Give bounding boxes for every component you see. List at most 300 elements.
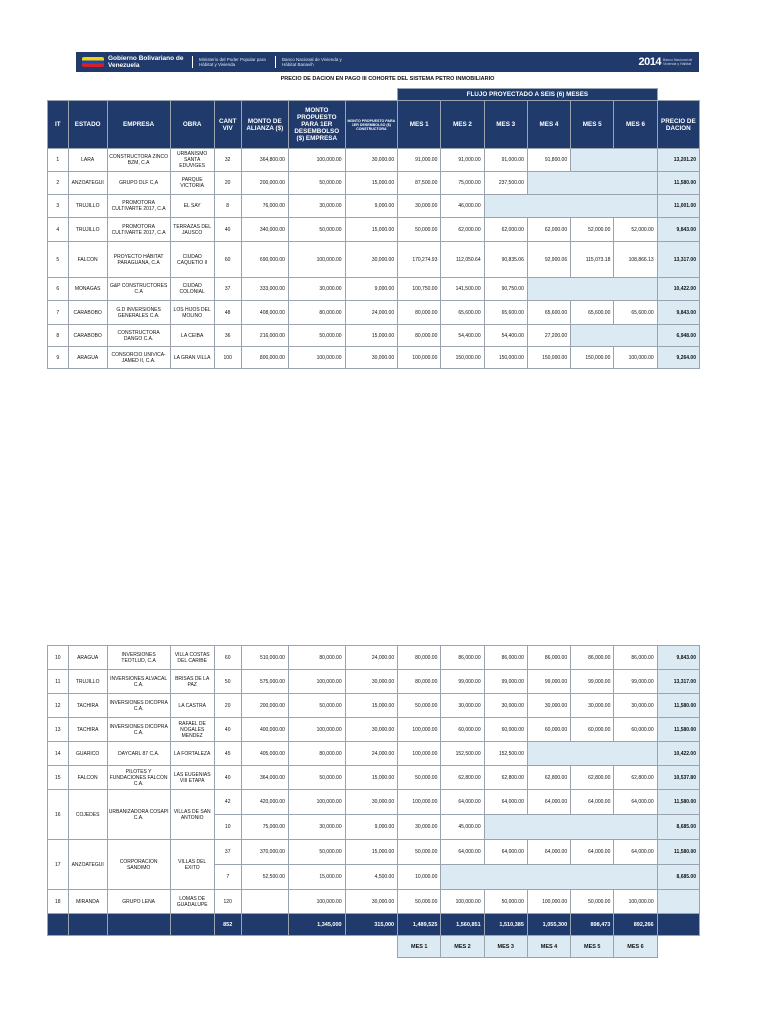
cell-mes4: 150,000.00 [527,347,570,369]
cell-it: 17 [48,840,69,890]
venezuela-flag-icon [82,57,104,67]
cell-precio [657,890,699,914]
table-row [48,242,700,278]
cell-precio: 9,264.00 [657,347,699,369]
cell-obra: CIUDAD COLONIAL [170,278,214,301]
cell-mes2: 91,000.00 [441,149,484,172]
cell-obra: CIUDAD CAQUETIO II [170,242,214,278]
table-row [48,149,700,172]
cell-obra: LA CASTRA [170,694,214,718]
cell-empty-months [484,195,657,218]
cell-mes3: 60,000.00 [484,718,527,742]
cell-monto-propuesto: 80,000.00 [288,646,345,670]
cell-cant-viv: 42 [214,790,241,815]
total-cant-viv: 852 [214,914,241,936]
total-blank [68,914,107,936]
cell-monto-propuesto: 30,000.00 [288,195,345,218]
table-row [48,742,700,766]
cell-obra: TERRAZAS DEL JAUSCO [170,218,214,242]
cell-estado: MONAGAS [68,278,107,301]
cell-mes1: 10,000.00 [398,865,441,890]
cell-obra: BRISAS DE LA PAZ [170,670,214,694]
cell-mes2: 86,000.00 [441,646,484,670]
col-monto-alianza: MONTO DE ALIANZA ($) [241,101,288,149]
cell-monto-alianza [241,890,288,914]
cell-precio: 11,001.00 [657,195,699,218]
total-mes3: 1,510,385 [484,914,527,936]
cell-monto-propuesto: 50,000.00 [288,694,345,718]
cell-obra: PARQUE VICTORIA [170,172,214,195]
cell-mes1: 50,000.00 [398,890,441,914]
cell-cant-viv: 48 [214,301,241,325]
bottom-table-body [48,646,700,958]
cell-monto-alianza: 370,000.00 [241,840,288,865]
cell-mes1: 50,000.00 [398,840,441,865]
total-blank [107,914,170,936]
cell-it: 14 [48,742,69,766]
cell-mes4: 99,000.00 [527,670,570,694]
cell-mes4: 65,600.00 [527,301,570,325]
cell-precio: 11,580.00 [657,172,699,195]
table-row [48,646,700,670]
cell-empresa: GRUPO LENA [107,890,170,914]
cell-cant-viv: 50 [214,670,241,694]
cell-estado: TACHIRA [68,718,107,742]
cell-cant-viv: 45 [214,742,241,766]
cell-it: 2 [48,172,69,195]
cell-mes3: 99,000.00 [484,670,527,694]
cell-mes6: 30,000.00 [614,694,657,718]
cell-monto-constructora: 4,500.00 [345,865,398,890]
cell-estado: TACHIRA [68,694,107,718]
cell-empresa: URBANIZADORA COSAPI C.A. [107,790,170,840]
cell-mes6: 64,000.00 [614,840,657,865]
cell-empresa: INVERSIONES DICOPRA C.A. [107,718,170,742]
cell-precio: 9,843.00 [657,301,699,325]
cell-cant-viv: 60 [214,242,241,278]
cell-monto-constructora: 30,000.00 [345,242,398,278]
cell-cant-viv: 37 [214,840,241,865]
cell-monto-alianza: 364,000.00 [241,766,288,790]
cell-mes1: 50,000.00 [398,694,441,718]
anniversary-logo [639,56,693,68]
cell-empresa: INVERSIONES TEOTLUD, C.A [107,646,170,670]
cell-mes3: 90,750.00 [484,278,527,301]
cell-monto-propuesto: 100,000.00 [288,347,345,369]
cell-precio: 6,948.00 [657,325,699,347]
cell-mes6: 99,000.00 [614,670,657,694]
table-row [48,218,700,242]
cell-cant-viv: 32 [214,149,241,172]
cell-monto-constructora: 30,000.00 [345,890,398,914]
cell-empresa: DAYCARL 87 C.A. [107,742,170,766]
col-monto-constructora: MONTO PROPUESTO PARA 1ER DESEMBOLSO ($) CONSTRUCTORA [345,101,398,149]
cell-estado: TRUJILLO [68,218,107,242]
cell-monto-propuesto: 100,000.00 [288,242,345,278]
cell-monto-constructora: 30,000.00 [345,790,398,815]
cell-mes1: 80,000.00 [398,301,441,325]
cell-monto-alianza: 405,000.00 [241,742,288,766]
cell-cant-viv: 120 [214,890,241,914]
cell-mes1: 50,000.00 [398,218,441,242]
cell-it: 3 [48,195,69,218]
cell-obra: URBANISMO SANTA EDUVIGES [170,149,214,172]
cell-monto-constructora: 30,000.00 [345,149,398,172]
document-title: PRECIO DE DACION EN PAGO III COHORTE DEL SISTEMA PETRO INMOBILIARIO [280,76,495,82]
logo-number: 2014 [638,56,661,68]
cell-estado: MIRANDA [68,890,107,914]
cell-estado: LARA [68,149,107,172]
cell-monto-constructora: 9,000.00 [345,815,398,840]
cell-precio: 10,422.00 [657,278,699,301]
header-spacer [48,89,398,101]
cell-mes1: 91,000.00 [398,149,441,172]
cell-mes1: 30,000.00 [398,815,441,840]
cell-empresa: PROMOTORA CULTIVARTE 2017, C.A [107,218,170,242]
bottom-table [47,645,700,958]
cell-mes4: 64,000.00 [527,840,570,865]
cell-precio: 10,537.80 [657,766,699,790]
cell-mes3: 150,000.00 [484,347,527,369]
cell-mes5: 115,073.18 [571,242,614,278]
cell-mes1: 80,000.00 [398,670,441,694]
cell-monto-alianza: 52,500.00 [241,865,288,890]
cell-mes2: 65,600.00 [441,301,484,325]
cell-monto-alianza: 340,000.00 [241,218,288,242]
divider [192,56,193,68]
cell-mes2: 152,500.00 [441,742,484,766]
cell-estado: TRUJILLO [68,670,107,694]
cell-mes1: 100,000.00 [398,718,441,742]
cell-empresa: CONSTRUCTORA DANGO C.A. [107,325,170,347]
cell-it: 7 [48,301,69,325]
cell-mes4: 92,900.06 [527,242,570,278]
cell-obra: LA FORTALEZA [170,742,214,766]
col-mes3: MES 3 [484,101,527,149]
table-row [48,840,700,865]
total-monto-constructora: 315,000 [345,914,398,936]
cell-cant-viv: 100 [214,347,241,369]
cell-obra: VILLAS DEL EXITO [170,840,214,890]
cell-precio: 11,580.00 [657,790,699,815]
gov-logo-text: Gobierno Bolivariano de Venezuela [108,55,184,69]
totals-row [48,914,700,936]
cell-mes3: 64,000.00 [484,840,527,865]
footer-mes1: MES 1 [398,936,441,958]
cell-mes5: 150,000.00 [571,347,614,369]
cell-mes1: 30,000.00 [398,195,441,218]
cell-mes4: 30,000.00 [527,694,570,718]
cell-cant-viv: 20 [214,694,241,718]
table-row [48,694,700,718]
table-row [48,890,700,914]
table-row [48,766,700,790]
cell-mes1: 80,000.00 [398,325,441,347]
cell-precio: 13,317.00 [657,242,699,278]
cell-monto-propuesto: 100,000.00 [288,718,345,742]
cell-empresa: PILOTES Y FUNDACIONES FALCON C.A. [107,766,170,790]
cell-monto-constructora: 24,000.00 [345,742,398,766]
footer-mes4: MES 4 [527,936,570,958]
cell-it: 12 [48,694,69,718]
flujo-header: FLUJO PROYECTADO A SEIS (6) MESES [398,89,658,101]
cell-mes4: 62,800.00 [527,766,570,790]
cell-empresa: CORPORACION SANDIMO [107,840,170,890]
cell-empty-months [441,865,657,890]
footer-mes5: MES 5 [571,936,614,958]
cell-mes2: 54,400.00 [441,325,484,347]
cell-mes2: 62,800.00 [441,766,484,790]
cell-empresa: INVERSIONES DICOPRA C.A. [107,694,170,718]
cell-monto-alianza: 800,000.00 [241,347,288,369]
cell-obra: RAFAEL DE NOGALES MENDEZ [170,718,214,742]
cell-precio: 8,685.00 [657,815,699,840]
cell-monto-propuesto: 50,000.00 [288,218,345,242]
cell-monto-alianza: 420,000.00 [241,790,288,815]
table-row [48,347,700,369]
table-row [48,172,700,195]
cell-precio: 13,317.00 [657,670,699,694]
cell-monto-constructora: 30,000.00 [345,718,398,742]
cell-estado: CARABOBO [68,301,107,325]
cell-monto-alianza: 575,000.00 [241,670,288,694]
cell-mes6: 108,866.13 [614,242,657,278]
cell-mes5: 64,000.00 [571,790,614,815]
footer-spacer [657,936,699,958]
cell-estado: CARABOBO [68,325,107,347]
cell-mes2: 75,000.00 [441,172,484,195]
cell-precio: 11,580.00 [657,840,699,865]
cell-mes4: 64,000.00 [527,790,570,815]
cell-mes6: 100,000.00 [614,890,657,914]
table-row [48,790,700,815]
cell-monto-alianza: 200,000.00 [241,172,288,195]
cell-monto-constructora: 15,000.00 [345,172,398,195]
cell-monto-constructora: 15,000.00 [345,218,398,242]
cell-monto-alianza: 400,000.00 [241,718,288,742]
cell-monto-propuesto: 80,000.00 [288,742,345,766]
cell-cant-viv: 7 [214,865,241,890]
cell-mes2: 62,000.00 [441,218,484,242]
cell-precio: 8,685.00 [657,865,699,890]
cell-mes5: 60,000.00 [571,718,614,742]
cell-mes3: 62,800.00 [484,766,527,790]
col-mes4: MES 4 [527,101,570,149]
cell-precio: 11,580.00 [657,694,699,718]
total-blank [170,914,214,936]
cell-mes3: 50,000.00 [484,890,527,914]
cell-mes2: 141,500.00 [441,278,484,301]
total-blank [241,914,288,936]
cell-obra: LAS EUGENIAS VIII ETAPA [170,766,214,790]
cell-mes5: 62,800.00 [571,766,614,790]
cell-monto-constructora: 9,000.00 [345,195,398,218]
institution-text: Banco Nacional de Vivienda y Hábitat Banavih [282,57,342,67]
cell-estado: TRUJILLO [68,195,107,218]
cell-monto-propuesto: 50,000.00 [288,172,345,195]
cell-monto-propuesto: 30,000.00 [288,815,345,840]
cell-obra: EL SAY [170,195,214,218]
footer-spacer [48,936,398,958]
top-table [47,88,700,369]
footer-months-row [48,936,700,958]
total-mes5: 898,473 [571,914,614,936]
col-mes2: MES 2 [441,101,484,149]
cell-empty-months [484,815,657,840]
cell-empresa: PROMOTORA CULTIVARTE 2017, C.A [107,195,170,218]
cell-monto-propuesto: 50,000.00 [288,766,345,790]
table-row [48,195,700,218]
cell-precio: 11,580.00 [657,718,699,742]
cell-monto-propuesto: 100,000.00 [288,890,345,914]
cell-it: 5 [48,242,69,278]
cell-it: 1 [48,149,69,172]
table-row [48,278,700,301]
cell-mes1: 100,000.00 [398,742,441,766]
cell-estado: FALCON [68,766,107,790]
cell-mes6: 100,000.00 [614,347,657,369]
cell-empresa: PROYECTO HÁBITAT PARAGUANA, C.A [107,242,170,278]
total-mes4: 1,055,300 [527,914,570,936]
cell-obra: VILLAS DE SAN ANTONIO [170,790,214,840]
cell-monto-alianza: 216,000.00 [241,325,288,347]
cell-estado: ANZOATEGUI [68,840,107,890]
cell-mes1: 50,000.00 [398,766,441,790]
cell-mes3: 237,500.00 [484,172,527,195]
total-mes2: 1,560,851 [441,914,484,936]
cell-it: 15 [48,766,69,790]
cell-mes1: 100,000.00 [398,347,441,369]
cell-empty-months [527,172,657,195]
cell-it: 8 [48,325,69,347]
cell-mes5: 50,000.00 [571,890,614,914]
cell-mes4: 86,000.00 [527,646,570,670]
cell-mes3: 30,000.00 [484,694,527,718]
cell-mes5: 86,000.00 [571,646,614,670]
cell-mes2: 64,000.00 [441,840,484,865]
cell-obra: LA GRAN VILLA [170,347,214,369]
table-row [48,718,700,742]
cell-it: 18 [48,890,69,914]
cell-monto-constructora: 30,000.00 [345,670,398,694]
cell-mes4: 60,000.00 [527,718,570,742]
cell-cant-viv: 8 [214,195,241,218]
header-spacer [657,89,699,101]
cell-monto-alianza: 333,000.00 [241,278,288,301]
cell-mes1: 170,274.93 [398,242,441,278]
cell-mes6: 60,000.00 [614,718,657,742]
cell-cant-viv: 40 [214,218,241,242]
table-row [48,301,700,325]
cell-it: 10 [48,646,69,670]
cell-monto-propuesto: 30,000.00 [288,278,345,301]
table-row [48,325,700,347]
cell-mes4: 62,000.00 [527,218,570,242]
cell-estado: ARAGUA [68,347,107,369]
cell-estado: COJEDES [68,790,107,840]
cell-estado: ANZOATEGUI [68,172,107,195]
cell-obra: VILLA COSTAS DEL CARIBE [170,646,214,670]
cell-mes4: 91,800.00 [527,149,570,172]
divider [275,56,276,68]
cell-mes1: 100,750.00 [398,278,441,301]
cell-monto-alianza: 364,800.00 [241,149,288,172]
cell-monto-alianza: 690,000.00 [241,242,288,278]
cell-obra: LOS HIJOS DEL MOLINO [170,301,214,325]
cell-cant-viv: 40 [214,766,241,790]
cell-empty-months [527,278,657,301]
cell-mes3: 90,835.06 [484,242,527,278]
cell-cant-viv: 40 [214,718,241,742]
col-monto-propuesto: MONTO PROPUESTO PARA 1ER DESEMBOLSO ($) EMPRESA [288,101,345,149]
cell-mes1: 100,000.00 [398,790,441,815]
col-mes6: MES 6 [614,101,657,149]
cell-empty-months [571,149,658,172]
cell-empresa: INVERSIONES ALVACAL C.A. [107,670,170,694]
cell-monto-propuesto: 15,000.00 [288,865,345,890]
cell-mes3: 152,500.00 [484,742,527,766]
cell-mes2: 100,000.00 [441,890,484,914]
cell-mes2: 30,000.00 [441,694,484,718]
cell-cant-viv: 20 [214,172,241,195]
cell-mes3: 64,000.00 [484,790,527,815]
cell-empresa: CONSORCIO UNIVICA-JAMED II, C.A. [107,347,170,369]
cell-monto-propuesto: 80,000.00 [288,301,345,325]
cell-empty-months [527,742,657,766]
cell-mes5: 99,000.00 [571,670,614,694]
col-it: IT [48,101,69,149]
cell-estado: ARAGUA [68,646,107,670]
cell-it: 9 [48,347,69,369]
cell-mes3: 54,400.00 [484,325,527,347]
cell-mes6: 86,000.00 [614,646,657,670]
cell-empresa: CONSTRUCTORA ZINCO BZM, C.A [107,149,170,172]
cell-monto-constructora: 15,000.00 [345,325,398,347]
cell-monto-propuesto: 50,000.00 [288,325,345,347]
logo-subtext: Banco Nacional de Vivienda y Hábitat [663,58,693,66]
footer-mes2: MES 2 [441,936,484,958]
cell-empresa: G&P CONSTRUCTORES C.A [107,278,170,301]
cell-monto-propuesto: 50,000.00 [288,840,345,865]
cell-monto-constructora: 30,000.00 [345,347,398,369]
cell-precio: 9,843.00 [657,218,699,242]
ministry-text: Ministerio del Poder Popular para Hábitat y Vivienda [199,57,266,67]
cell-precio: 13,201.20 [657,149,699,172]
col-cant-viv: CANT VIV [214,101,241,149]
cell-mes3: 62,000.00 [484,218,527,242]
cell-mes1: 87,500.00 [398,172,441,195]
total-blank [48,914,69,936]
cell-it: 16 [48,790,69,840]
col-obra: OBRA [170,101,214,149]
cell-mes6: 62,800.00 [614,766,657,790]
cell-mes2: 46,000.00 [441,195,484,218]
footer-mes6: MES 6 [614,936,657,958]
cell-it: 4 [48,218,69,242]
col-mes1: MES 1 [398,101,441,149]
top-table-body [48,149,700,369]
total-mes1: 1,489,525 [398,914,441,936]
cell-mes3: 65,600.00 [484,301,527,325]
cell-mes6: 52,000.00 [614,218,657,242]
col-empresa: EMPRESA [107,101,170,149]
total-monto-propuesto: 1,345,000 [288,914,345,936]
cell-monto-alianza: 76,000.00 [241,195,288,218]
header-banner [76,52,699,72]
cell-monto-alianza: 75,000.00 [241,815,288,840]
cell-monto-propuesto: 100,000.00 [288,790,345,815]
cell-mes2: 99,000.00 [441,670,484,694]
